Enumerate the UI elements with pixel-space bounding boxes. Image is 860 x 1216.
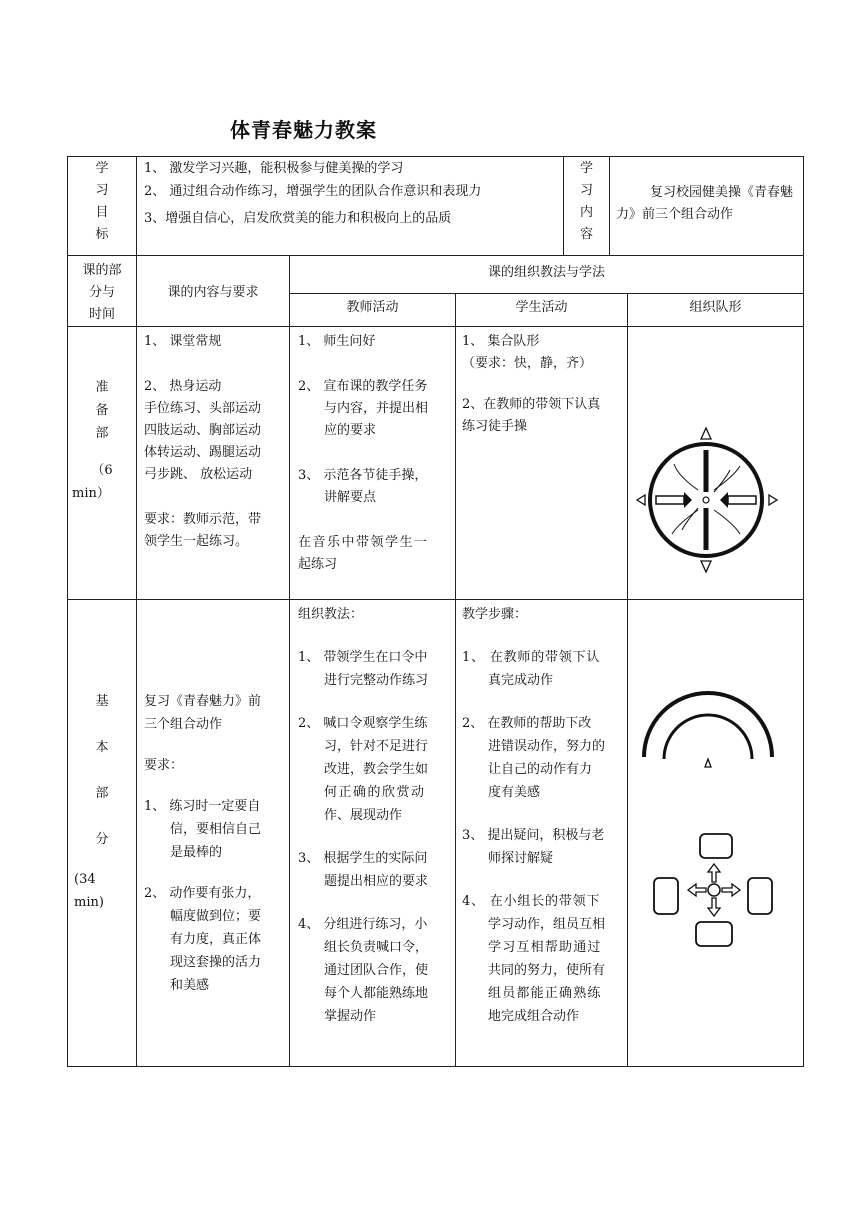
goal-item: 1、 激发学习兴趣，能积极参与健美操的学习: [144, 161, 404, 176]
header-part-time: 课的部 分与 时间: [82, 263, 122, 322]
content-label: 学 习 内 容: [579, 161, 593, 242]
prep-label: 准 备 部 （6 min）: [72, 380, 113, 501]
prep-teacher: 1、 师生问好 2、 宣布课的教学任务 与内容，并提出相 应的要求 3、 示范各节徒手操， 讲解要点 在音乐中带领学生一 起练习: [298, 334, 429, 572]
main-content: 复习《青春魅力》前 三个组合动作 要求： 1、 练习时一定要自 信，要相信自己 是最棒的 2、 动作要有张力， 幅度做到位；要 有力度，真正体 现这套操的活力 和美感: [144, 694, 262, 993]
header-org: 课的组织教法与学法: [487, 265, 605, 280]
prep-student: 1、 集合队形 （要求：快，静，齐） 2、在教师的带领下认真 练习徒手操: [462, 334, 601, 434]
prep-formation-diagram: [630, 420, 802, 580]
group-formation-diagram: [630, 828, 802, 950]
goal-item: 3、增强自信心，启发欣赏美的能力和积极向上的品质: [144, 211, 452, 226]
arc-formation-diagram: [630, 675, 802, 775]
main-student: 教学步骤： 1、 在教师的带领下认 真完成动作 2、 在教师的帮助下改 进错误动作，努力的 让自己的动作有力 度有美感 3、 提出疑问，积极与老 师探讨解疑 4、 在小组长的带领下 学习动作，组员互相 学习互相帮助通过 共同的努力，使所有 组员都能正确熟练 地完成组合动作: [462, 607, 606, 1024]
lesson-content: 复习校园健美操《青春魅力》前三个组合动作: [616, 185, 794, 222]
prep-content: 1、 课堂常规 2、 热身运动 手位练习、头部运动 四肢运动、胸部运动 体转运动、踢腿运动 弓步跳、 放松运动 要求：教师示范，带 领学生一起练习。: [144, 334, 262, 549]
header-formation: 组织队形: [689, 300, 742, 315]
goal-item: 2、 通过组合动作练习，增强学生的团队合作意识和表现力: [144, 184, 482, 199]
main-teacher: 组织教法： 1、 带领学生在口令中 进行完整动作练习 2、 喊口令观察学生练 习，针对不足进行 改进，教会学生如 何正确的欣赏动 作、展现动作 3、 根据学生的实际问 题提出相应的要求 4、 分组进行练习，小 组长负责喊口令， 通过团队合作，使 每个人都能熟练地 掌握动作: [298, 607, 429, 1024]
goals-list: [144, 158, 562, 230]
header-student: 学生活动: [515, 300, 568, 315]
goals-label: 学 习 目 标: [95, 161, 109, 242]
page-title: 体青春魅力教案: [230, 118, 377, 142]
main-label: 基 本 部 分 (34 min): [74, 694, 109, 910]
header-content-req: 课的内容与要求: [167, 285, 259, 300]
header-teacher: 教师活动: [346, 300, 399, 315]
